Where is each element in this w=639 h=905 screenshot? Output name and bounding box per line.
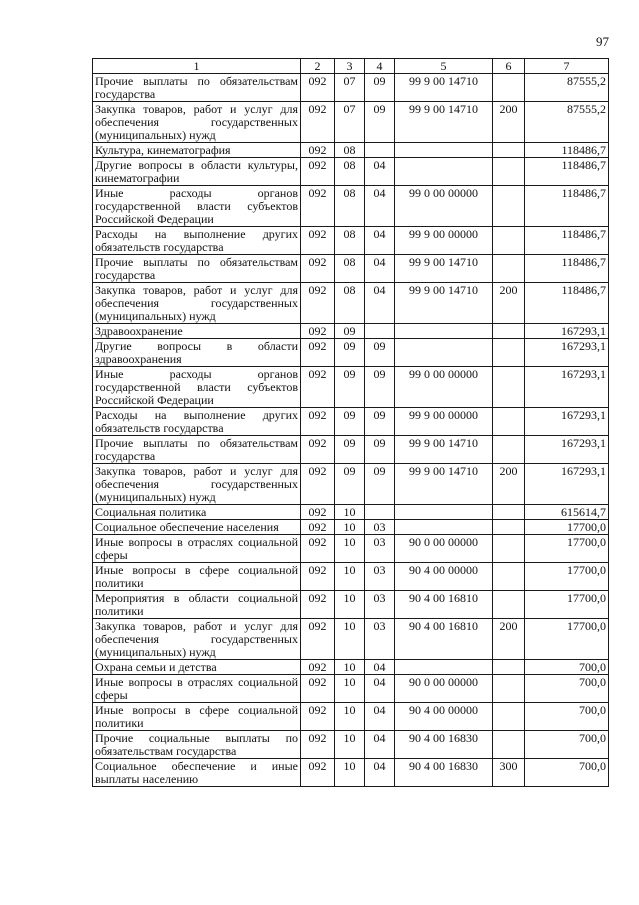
target-article-code: 90 4 00 00000: [395, 563, 493, 591]
expense-type-code: [493, 731, 525, 759]
amount: 17700,0: [525, 619, 609, 660]
row-name: Прочие социальные выплаты по обязательствам государства: [93, 731, 301, 759]
target-article-code: [395, 520, 493, 535]
row-name: Закупка товаров, работ и услуг для обеспечения государственных (муниципальных) нужд: [93, 102, 301, 143]
subsection-code: 09: [365, 102, 395, 143]
ministry-code: 092: [301, 563, 335, 591]
subsection-code: 03: [365, 619, 395, 660]
expense-type-code: 200: [493, 102, 525, 143]
amount: 118486,7: [525, 143, 609, 158]
amount: 118486,7: [525, 227, 609, 255]
subsection-code: 04: [365, 660, 395, 675]
ministry-code: 092: [301, 255, 335, 283]
subsection-code: 03: [365, 591, 395, 619]
table-row: [93, 324, 609, 339]
expense-type-code: [493, 703, 525, 731]
section-code: 10: [335, 660, 365, 675]
table-row: [93, 143, 609, 158]
target-article-code: 90 0 00 00000: [395, 675, 493, 703]
amount: 17700,0: [525, 563, 609, 591]
target-article-code: 90 4 00 00000: [395, 703, 493, 731]
amount: 700,0: [525, 703, 609, 731]
target-article-code: 99 9 00 00000: [395, 227, 493, 255]
table-row: [93, 703, 609, 731]
row-name: Иные расходы органов государственной власти субъектов Российской Федерации: [93, 367, 301, 408]
section-code: 10: [335, 759, 365, 787]
section-code: 08: [335, 143, 365, 158]
table-row: [93, 283, 609, 324]
table-row: [93, 675, 609, 703]
expense-type-code: [493, 158, 525, 186]
table-row: [93, 591, 609, 619]
column-header: 2: [301, 59, 335, 74]
expense-type-code: 300: [493, 759, 525, 787]
budget-table: [92, 58, 609, 787]
subsection-code: 04: [365, 227, 395, 255]
section-code: 10: [335, 619, 365, 660]
subsection-code: 03: [365, 520, 395, 535]
section-code: 09: [335, 436, 365, 464]
ministry-code: 092: [301, 505, 335, 520]
target-article-code: 90 4 00 16810: [395, 619, 493, 660]
column-header: 7: [525, 59, 609, 74]
expense-type-code: [493, 186, 525, 227]
expense-type-code: [493, 408, 525, 436]
target-article-code: 99 9 00 14710: [395, 102, 493, 143]
expense-type-code: [493, 367, 525, 408]
row-name: Социальная политика: [93, 505, 301, 520]
expense-type-code: [493, 255, 525, 283]
subsection-code: 04: [365, 186, 395, 227]
ministry-code: 092: [301, 324, 335, 339]
row-name: Закупка товаров, работ и услуг для обеспечения государственных (муниципальных) нужд: [93, 619, 301, 660]
expense-type-code: [493, 505, 525, 520]
section-code: 10: [335, 520, 365, 535]
ministry-code: 092: [301, 675, 335, 703]
amount: 17700,0: [525, 520, 609, 535]
amount: 87555,2: [525, 102, 609, 143]
expense-type-code: 200: [493, 464, 525, 505]
table-row: [93, 731, 609, 759]
row-name: Иные вопросы в сфере социальной политики: [93, 703, 301, 731]
target-article-code: 99 9 00 00000: [395, 408, 493, 436]
expense-type-code: [493, 675, 525, 703]
table-row: [93, 74, 609, 102]
expense-type-code: [493, 339, 525, 367]
amount: 700,0: [525, 660, 609, 675]
expense-type-code: [493, 227, 525, 255]
expense-type-code: [493, 436, 525, 464]
subsection-code: 09: [365, 464, 395, 505]
table-row: [93, 464, 609, 505]
amount: 167293,1: [525, 324, 609, 339]
table-row: [93, 563, 609, 591]
row-name: Иные вопросы в отраслях социальной сферы: [93, 535, 301, 563]
expense-type-code: [493, 520, 525, 535]
target-article-code: [395, 324, 493, 339]
table-row: [93, 158, 609, 186]
subsection-code: 04: [365, 158, 395, 186]
target-article-code: [395, 339, 493, 367]
amount: 87555,2: [525, 74, 609, 102]
section-code: 10: [335, 731, 365, 759]
target-article-code: 90 4 00 16830: [395, 759, 493, 787]
amount: 615614,7: [525, 505, 609, 520]
row-name: Культура, кинематография: [93, 143, 301, 158]
table-row: [93, 535, 609, 563]
ministry-code: 092: [301, 619, 335, 660]
target-article-code: [395, 158, 493, 186]
table-row: [93, 505, 609, 520]
target-article-code: 99 9 00 14710: [395, 255, 493, 283]
subsection-code: [365, 143, 395, 158]
subsection-code: 04: [365, 731, 395, 759]
target-article-code: 90 4 00 16810: [395, 591, 493, 619]
table-header-row: [93, 59, 609, 74]
subsection-code: 09: [365, 367, 395, 408]
section-code: 10: [335, 563, 365, 591]
target-article-code: 99 0 00 00000: [395, 367, 493, 408]
target-article-code: [395, 660, 493, 675]
row-name: Мероприятия в области социальной политики: [93, 591, 301, 619]
amount: 118486,7: [525, 283, 609, 324]
row-name: Закупка товаров, работ и услуг для обеспечения государственных (муниципальных) нужд: [93, 464, 301, 505]
row-name: Иные вопросы в сфере социальной политики: [93, 563, 301, 591]
amount: 167293,1: [525, 339, 609, 367]
section-code: 07: [335, 74, 365, 102]
ministry-code: 092: [301, 660, 335, 675]
target-article-code: 99 9 00 14710: [395, 436, 493, 464]
table-row: [93, 408, 609, 436]
section-code: 08: [335, 255, 365, 283]
table-row: [93, 436, 609, 464]
section-code: 09: [335, 324, 365, 339]
table-row: [93, 660, 609, 675]
amount: 118486,7: [525, 255, 609, 283]
amount: 167293,1: [525, 436, 609, 464]
ministry-code: 092: [301, 102, 335, 143]
row-name: Прочие выплаты по обязательствам государства: [93, 74, 301, 102]
expense-type-code: [493, 660, 525, 675]
subsection-code: 09: [365, 74, 395, 102]
amount: 700,0: [525, 675, 609, 703]
table-row: [93, 227, 609, 255]
amount: 17700,0: [525, 591, 609, 619]
target-article-code: 99 9 00 14710: [395, 74, 493, 102]
ministry-code: 092: [301, 408, 335, 436]
expense-type-code: [493, 563, 525, 591]
table-row: [93, 520, 609, 535]
table-row: [93, 367, 609, 408]
subsection-code: 03: [365, 535, 395, 563]
target-article-code: 90 0 00 00000: [395, 535, 493, 563]
section-code: 10: [335, 675, 365, 703]
ministry-code: 092: [301, 464, 335, 505]
amount: 700,0: [525, 731, 609, 759]
target-article-code: [395, 143, 493, 158]
section-code: 07: [335, 102, 365, 143]
section-code: 09: [335, 408, 365, 436]
target-article-code: 99 9 00 14710: [395, 283, 493, 324]
table-row: [93, 102, 609, 143]
row-name: Прочие выплаты по обязательствам государства: [93, 255, 301, 283]
subsection-code: 04: [365, 255, 395, 283]
amount: 17700,0: [525, 535, 609, 563]
ministry-code: 092: [301, 731, 335, 759]
section-code: 08: [335, 186, 365, 227]
ministry-code: 092: [301, 520, 335, 535]
row-name: Охрана семьи и детства: [93, 660, 301, 675]
target-article-code: 99 9 00 14710: [395, 464, 493, 505]
expense-type-code: [493, 591, 525, 619]
section-code: 08: [335, 158, 365, 186]
ministry-code: 092: [301, 227, 335, 255]
table-row: [93, 339, 609, 367]
subsection-code: 09: [365, 408, 395, 436]
expense-type-code: [493, 535, 525, 563]
ministry-code: 092: [301, 535, 335, 563]
ministry-code: 092: [301, 158, 335, 186]
table-row: [93, 186, 609, 227]
column-header: 6: [493, 59, 525, 74]
section-code: 10: [335, 535, 365, 563]
ministry-code: 092: [301, 74, 335, 102]
section-code: 09: [335, 464, 365, 505]
amount: 118486,7: [525, 158, 609, 186]
table-body: [93, 74, 609, 787]
table-row: [93, 759, 609, 787]
subsection-code: 04: [365, 703, 395, 731]
amount: 167293,1: [525, 408, 609, 436]
ministry-code: 092: [301, 436, 335, 464]
target-article-code: 90 4 00 16830: [395, 731, 493, 759]
ministry-code: 092: [301, 759, 335, 787]
ministry-code: 092: [301, 143, 335, 158]
target-article-code: [395, 505, 493, 520]
expense-type-code: 200: [493, 619, 525, 660]
section-code: 09: [335, 367, 365, 408]
section-code: 09: [335, 339, 365, 367]
subsection-code: 03: [365, 563, 395, 591]
ministry-code: 092: [301, 339, 335, 367]
expense-type-code: [493, 324, 525, 339]
subsection-code: [365, 505, 395, 520]
row-name: Другие вопросы в области здравоохранения: [93, 339, 301, 367]
row-name: Прочие выплаты по обязательствам государства: [93, 436, 301, 464]
ministry-code: 092: [301, 703, 335, 731]
row-name: Иные вопросы в отраслях социальной сферы: [93, 675, 301, 703]
section-code: 08: [335, 227, 365, 255]
subsection-code: [365, 324, 395, 339]
table-row: [93, 619, 609, 660]
amount: 700,0: [525, 759, 609, 787]
ministry-code: 092: [301, 367, 335, 408]
amount: 167293,1: [525, 464, 609, 505]
column-header: 1: [93, 59, 301, 74]
row-name: Социальное обеспечение и иные выплаты населению: [93, 759, 301, 787]
amount: 167293,1: [525, 367, 609, 408]
page-number: 97: [596, 34, 609, 49]
target-article-code: 99 0 00 00000: [395, 186, 493, 227]
column-header: 3: [335, 59, 365, 74]
row-name: Социальное обеспечение населения: [93, 520, 301, 535]
subsection-code: 09: [365, 436, 395, 464]
expense-type-code: [493, 74, 525, 102]
subsection-code: 04: [365, 759, 395, 787]
ministry-code: 092: [301, 186, 335, 227]
row-name: Другие вопросы в области культуры, кинематографии: [93, 158, 301, 186]
expense-type-code: 200: [493, 283, 525, 324]
row-name: Здравоохранение: [93, 324, 301, 339]
section-code: 08: [335, 283, 365, 324]
ministry-code: 092: [301, 283, 335, 324]
ministry-code: 092: [301, 591, 335, 619]
row-name: Расходы на выполнение других обязательств государства: [93, 227, 301, 255]
section-code: 10: [335, 505, 365, 520]
subsection-code: 04: [365, 675, 395, 703]
row-name: Расходы на выполнение других обязательств государства: [93, 408, 301, 436]
row-name: Иные расходы органов государственной власти субъектов Российской Федерации: [93, 186, 301, 227]
column-header: 5: [395, 59, 493, 74]
row-name: Закупка товаров, работ и услуг для обеспечения государственных (муниципальных) нужд: [93, 283, 301, 324]
table-row: [93, 255, 609, 283]
subsection-code: 09: [365, 339, 395, 367]
column-header: 4: [365, 59, 395, 74]
subsection-code: 04: [365, 283, 395, 324]
section-code: 10: [335, 591, 365, 619]
expense-type-code: [493, 143, 525, 158]
section-code: 10: [335, 703, 365, 731]
amount: 118486,7: [525, 186, 609, 227]
